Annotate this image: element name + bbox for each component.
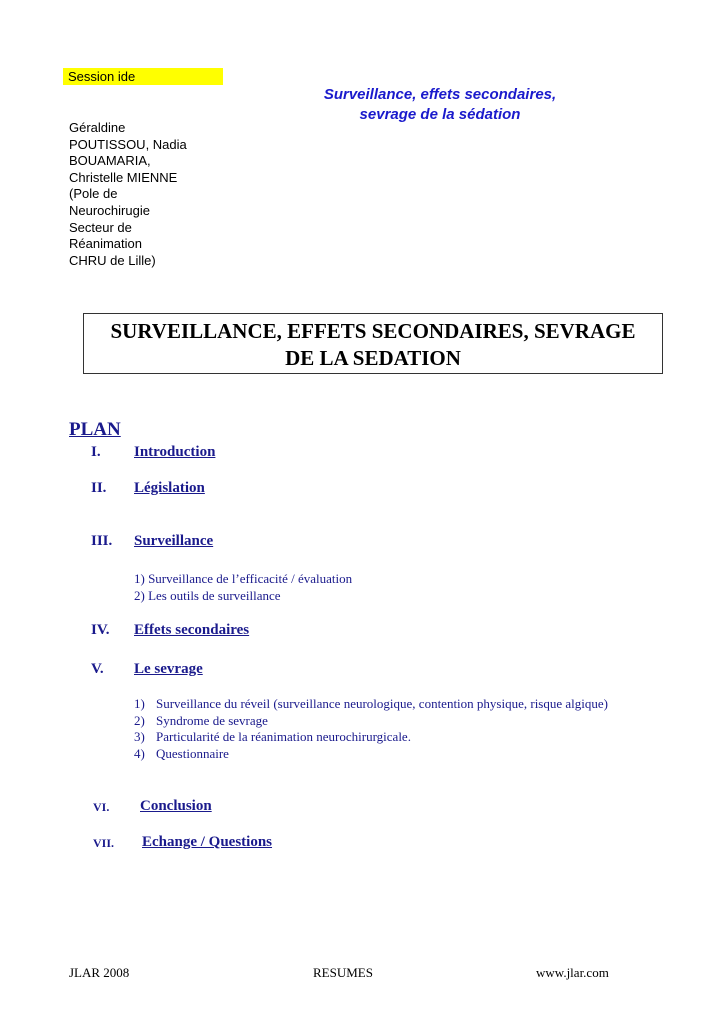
list-item-text: Syndrome de sevrage [156,712,268,728]
main-title-line-1: SURVEILLANCE, EFFETS SECONDAIRES, SEVRAGE [110,319,636,343]
section-label: Echange / Questions [142,834,273,850]
section-label: Le sevrage [134,661,203,677]
list-item [134,696,634,713]
author-line: CHRU de Lille) [69,252,156,268]
author-line: Secteur de [69,219,132,235]
section-label: Surveillance [134,533,214,549]
section-number: VII. [93,836,115,850]
list-item [134,713,634,730]
plan-heading: PLAN [69,419,121,440]
section-label: Introduction [134,444,216,460]
author-line: Réanimation [69,236,142,252]
main-title-box [83,313,663,374]
header-title-line-1: Surveillance, effets secondaires, [323,86,557,103]
author-line: Christelle MIENNE [69,169,178,185]
list-item [134,746,634,763]
surveillance-subitems [134,571,352,604]
section-number: VI. [93,800,110,814]
main-title-line-2: DE LA SEDATION [285,346,461,370]
session-badge: Session ide [63,68,223,85]
footer-right: www.jlar.com [536,965,609,980]
list-item-number: 1) [134,696,145,711]
author-line: POUTISSOU, Nadia [69,136,187,152]
section-number: III. [91,533,113,549]
author-line: BOUAMARIA, [69,153,151,169]
list-item: 2) Les outils de surveillance [134,587,281,603]
list-item-text: Surveillance du réveil (surveillance neurologique, contention physique, risque algique) [156,696,608,711]
document-header-title [240,85,640,125]
list-item-number: 3) [134,729,145,744]
section-label: Effets secondaires [134,622,250,638]
section-label: Conclusion [140,798,212,814]
footer-left: JLAR 2008 [69,965,130,980]
section-number: I. [91,444,101,460]
list-item: 1) Surveillance de l’efficacité / évaluation [134,571,353,586]
list-item-text: Questionnaire [156,745,229,761]
section-number: IV. [91,622,110,638]
authors-block [69,120,249,269]
list-item [134,729,634,746]
author-line: (Pole de [69,186,118,202]
footer-center: RESUMES [313,965,373,980]
author-line: Géraldine [69,120,126,135]
list-item-number: 2) [134,712,145,728]
author-line: Neurochirugie [69,202,150,218]
list-item-number: 4) [134,745,145,761]
section-number: V. [91,661,104,677]
list-item-text: Particularité de la réanimation neurochirurgicale. [156,729,411,744]
sevrage-subitems [134,696,634,762]
section-number: II. [91,480,107,496]
header-title-line-2: sevrage de la sédation [359,106,521,123]
section-label: Législation [134,480,205,496]
